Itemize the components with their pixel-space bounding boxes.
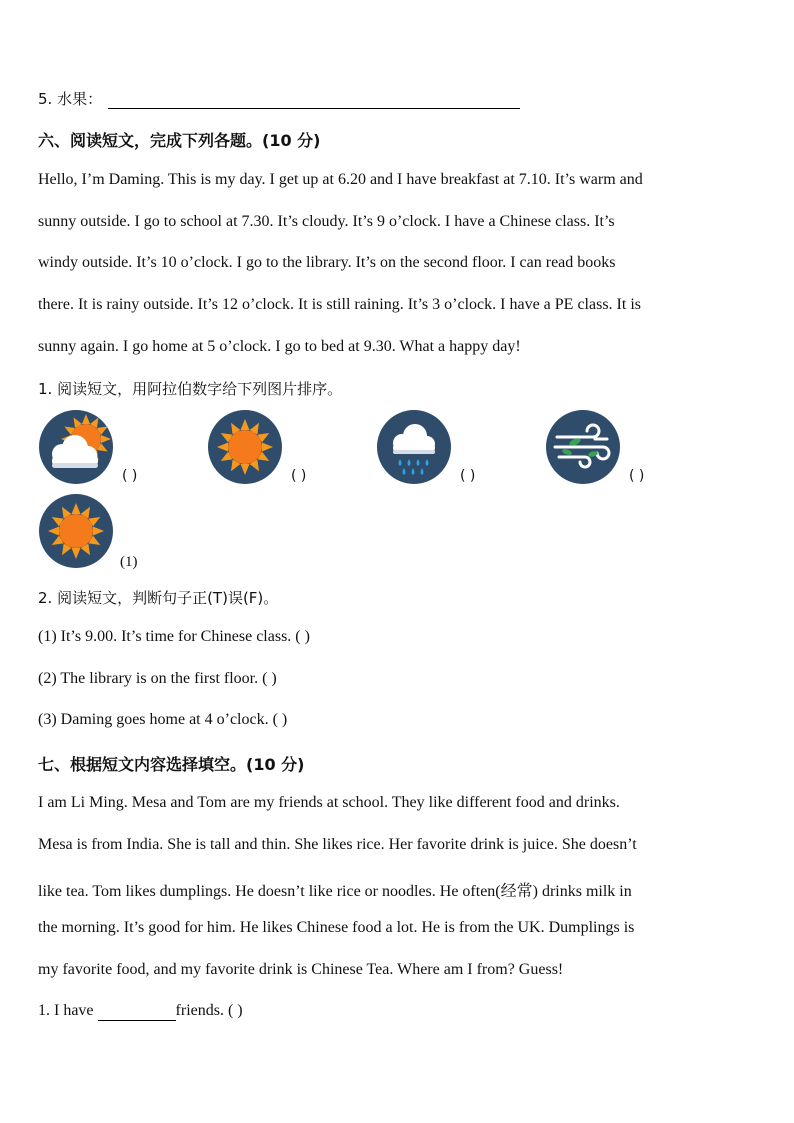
passage6-line-4: there. It is rainy outside. It’s 12 o’clock. It is still raining. It’s 3 o’clock. I have a PE class. It is	[38, 296, 641, 313]
picture-1-answer[interactable]: ( )	[122, 468, 138, 484]
q2-prompt: 2. 阅读短文，判断句子正(T)误(F)。	[38, 589, 279, 607]
rain-cloud-icon	[376, 409, 452, 485]
section7-q1-prefix: 1. I have	[38, 1002, 98, 1019]
section7-q1-blank[interactable]	[98, 1002, 176, 1021]
passage6-line-5: sunny again. I go home at 5 o’clock. I go to bed at 9.30. What a happy day!	[38, 338, 521, 355]
q1-prompt: 1. 阅读短文，用阿拉伯数字给下列图片排序。	[38, 380, 343, 398]
section7-q1-suffix: friends. ( )	[175, 1002, 243, 1019]
passage6-line-3: windy outside. It’s 10 o’clock. I go to the library. It’s on the second floor. I can read books	[38, 254, 616, 271]
picture-3-answer[interactable]: ( )	[460, 468, 476, 484]
passage7-line-1: I am Li Ming. Mesa and Tom are my friends at school. They like different food and drinks.	[38, 794, 620, 811]
q5-label: 5. 水果：	[38, 90, 103, 108]
passage7-line-3: like tea. Tom likes dumplings. He doesn’t like rice or noodles. He often(经常) drinks milk in	[38, 883, 632, 900]
picture-4-answer[interactable]: ( )	[629, 468, 645, 484]
sun-icon	[38, 493, 114, 569]
passage7-line-4: the morning. It’s good for him. He likes Chinese food a lot. He is from the UK. Dumplings is	[38, 919, 635, 936]
passage6-line-2: sunny outside. I go to school at 7.30. It’s cloudy. It’s 9 o’clock. I have a Chinese class. It’s	[38, 213, 615, 230]
wind-icon	[545, 409, 621, 485]
statement-2[interactable]: (2) The library is on the first floor. ( )	[38, 670, 277, 687]
q5-blank[interactable]	[108, 90, 520, 109]
section7-q1	[38, 1002, 243, 1021]
passage6-line-1: Hello, I’m Daming. This is my day. I get up at 6.20 and I have breakfast at 7.10. It’s warm and	[38, 171, 643, 188]
q5-line	[38, 88, 520, 109]
picture-2-answer[interactable]: ( )	[291, 468, 307, 484]
section6-heading: 六、阅读短文，完成下列各题。(10 分)	[38, 131, 321, 150]
sun-icon	[207, 409, 283, 485]
passage7-line-2: Mesa is from India. She is tall and thin. She likes rice. Her favorite drink is juice. She doesn’t	[38, 836, 637, 853]
passage7-line-5: my favorite food, and my favorite drink is Chinese Tea. Where am I from? Guess!	[38, 961, 564, 978]
statement-3[interactable]: (3) Daming goes home at 4 o’clock. ( )	[38, 711, 288, 728]
picture-5-answer: (1)	[120, 554, 138, 570]
section7-heading: 七、根据短文内容选择填空。(10 分)	[38, 755, 305, 774]
statement-1[interactable]: (1) It’s 9.00. It’s time for Chinese class. ( )	[38, 628, 310, 645]
sun-behind-cloud-icon	[38, 409, 114, 485]
